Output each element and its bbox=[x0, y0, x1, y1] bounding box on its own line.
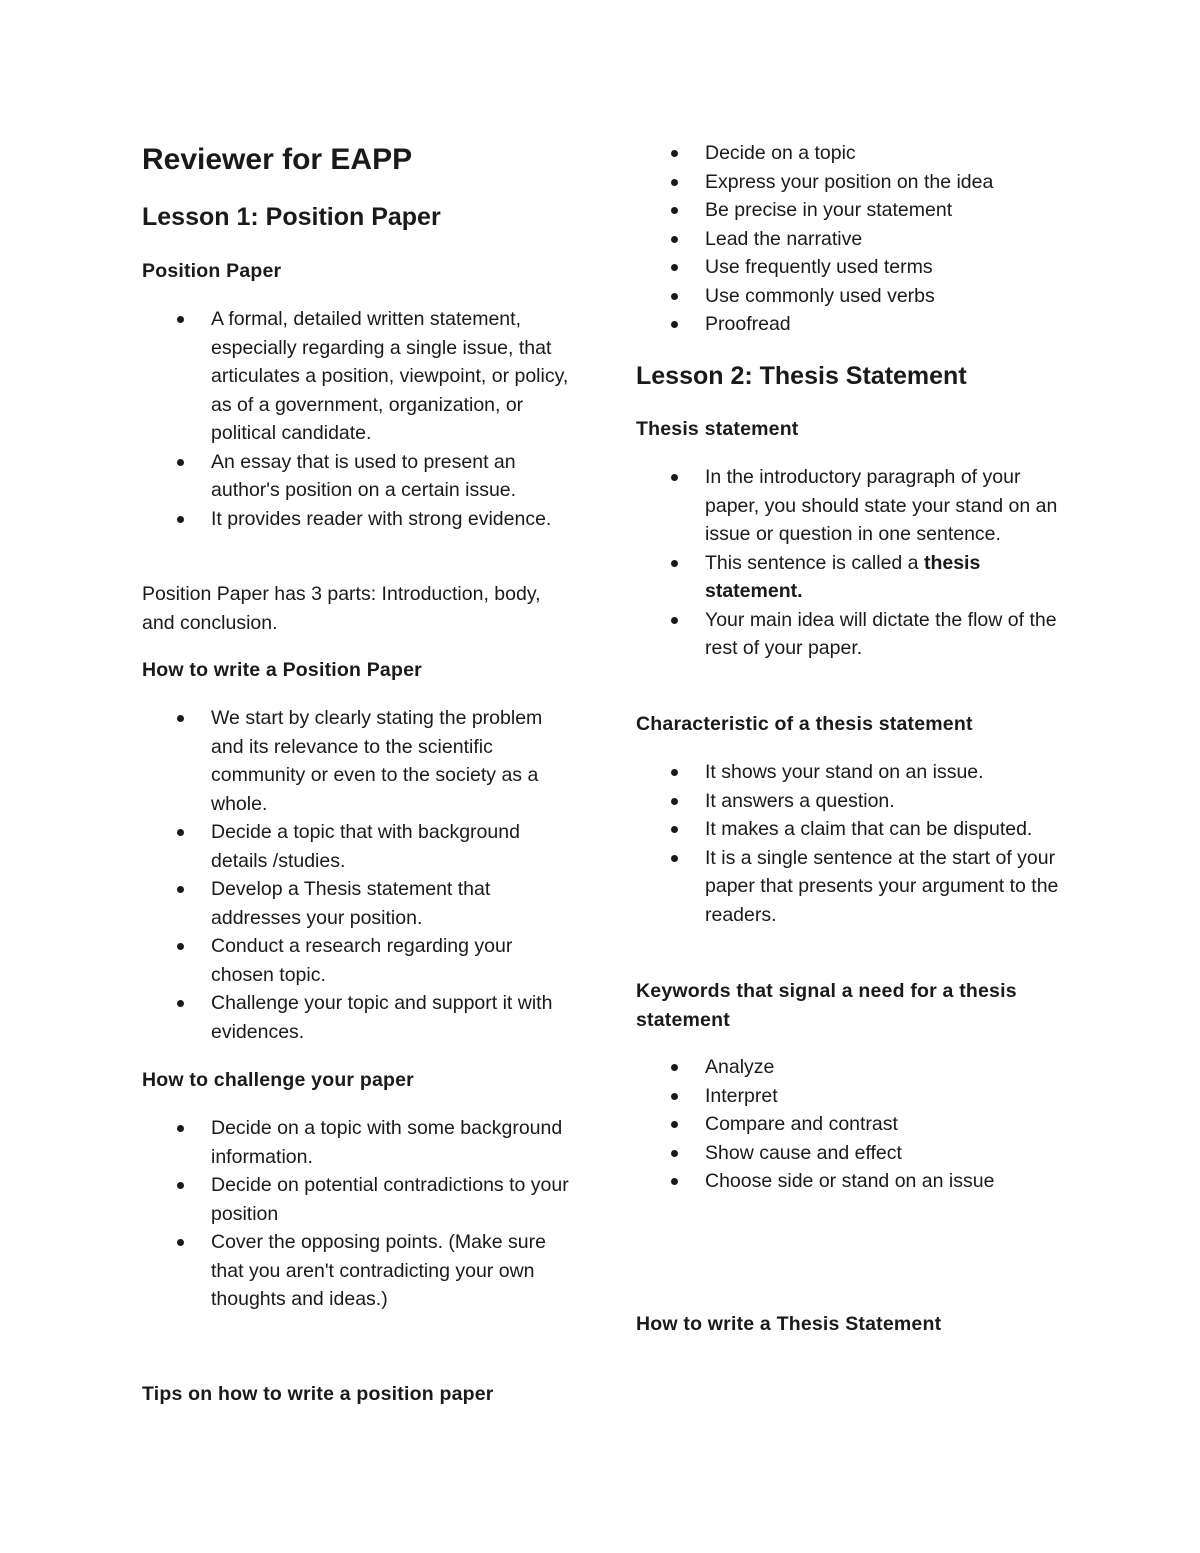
how-to-challenge-heading: How to challenge your paper bbox=[142, 1069, 414, 1091]
list-item: It is a single sentence at the start of your paper that presents your argument to the readers. bbox=[636, 844, 1066, 930]
list-item: We start by clearly stating the problem and its relevance to the scientific community or even to the society as a whole. bbox=[142, 704, 572, 818]
list-item: Be precise in your statement bbox=[636, 196, 1066, 225]
list-item-text: This sentence is called a bbox=[705, 551, 924, 574]
list-item: Interpret bbox=[636, 1082, 1066, 1111]
how-to-write-heading: How to write a Position Paper bbox=[142, 659, 422, 681]
list-item: Choose side or stand on an issue bbox=[636, 1167, 1066, 1196]
list-item: Use commonly used verbs bbox=[636, 282, 1066, 311]
list-item: It answers a question. bbox=[636, 787, 1066, 816]
list-item: Develop a Thesis statement that addresses your position. bbox=[142, 875, 572, 932]
characteristics-heading: Characteristic of a thesis statement bbox=[636, 713, 973, 735]
list-item: Decide a topic that with background details /studies. bbox=[142, 818, 572, 875]
list-item: It shows your stand on an issue. bbox=[636, 758, 1066, 787]
characteristics-list bbox=[636, 758, 1066, 929]
list-item: An essay that is used to present an author's position on a certain issue. bbox=[142, 448, 572, 505]
lesson1-heading: Lesson 1: Position Paper bbox=[142, 203, 441, 231]
list-item: Challenge your topic and support it with evidences. bbox=[142, 989, 572, 1046]
list-item: Conduct a research regarding your chosen topic. bbox=[142, 932, 572, 989]
list-item: Express your position on the idea bbox=[636, 168, 1066, 197]
how-to-write-thesis-heading: How to write a Thesis Statement bbox=[636, 1313, 942, 1335]
position-paper-parts-text: Position Paper has 3 parts: Introduction, body, and conclusion. bbox=[142, 583, 541, 634]
list-item: Decide on a topic with some background information. bbox=[142, 1114, 572, 1171]
tips-list bbox=[636, 139, 1066, 339]
list-item: Decide on potential contradictions to your position bbox=[142, 1171, 572, 1228]
how-to-challenge-list bbox=[142, 1114, 572, 1314]
list-item: Your main idea will dictate the flow of the rest of your paper. bbox=[636, 606, 1066, 663]
how-to-write-list bbox=[142, 704, 572, 1046]
keywords-heading: Keywords that signal a need for a thesis statement bbox=[636, 980, 1017, 1031]
tips-heading: Tips on how to write a position paper bbox=[142, 1383, 494, 1405]
list-item: Decide on a topic bbox=[636, 139, 1066, 168]
thesis-statement-heading: Thesis statement bbox=[636, 418, 799, 440]
list-item: Compare and contrast bbox=[636, 1110, 1066, 1139]
list-item: It makes a claim that can be disputed. bbox=[636, 815, 1066, 844]
keywords-list bbox=[636, 1053, 1066, 1196]
list-item: It provides reader with strong evidence. bbox=[142, 505, 572, 534]
list-item: Lead the narrative bbox=[636, 225, 1066, 254]
list-item: Cover the opposing points. (Make sure that you aren't contradicting your own thoughts and ideas.) bbox=[142, 1228, 572, 1314]
lesson2-heading: Lesson 2: Thesis Statement bbox=[636, 362, 967, 390]
list-item: Analyze bbox=[636, 1053, 1066, 1082]
list-item: A formal, detailed written statement, especially regarding a single issue, that articulates a position, viewpoint, or policy, as of a government, organization, or political candidate. bbox=[142, 305, 572, 448]
list-item: In the introductory paragraph of your paper, you should state your stand on an issue or question in one sentence. bbox=[636, 463, 1066, 549]
position-paper-heading: Position Paper bbox=[142, 260, 282, 282]
position-paper-list bbox=[142, 305, 572, 533]
thesis-statement-list bbox=[636, 463, 1066, 663]
list-item bbox=[636, 549, 1066, 606]
list-item-bold-text: thesis statement. bbox=[705, 551, 981, 602]
list-item: Show cause and effect bbox=[636, 1139, 1066, 1168]
list-item: Proofread bbox=[636, 310, 1066, 339]
list-item: Use frequently used terms bbox=[636, 253, 1066, 282]
document-title: Reviewer for EAPP bbox=[142, 143, 413, 176]
